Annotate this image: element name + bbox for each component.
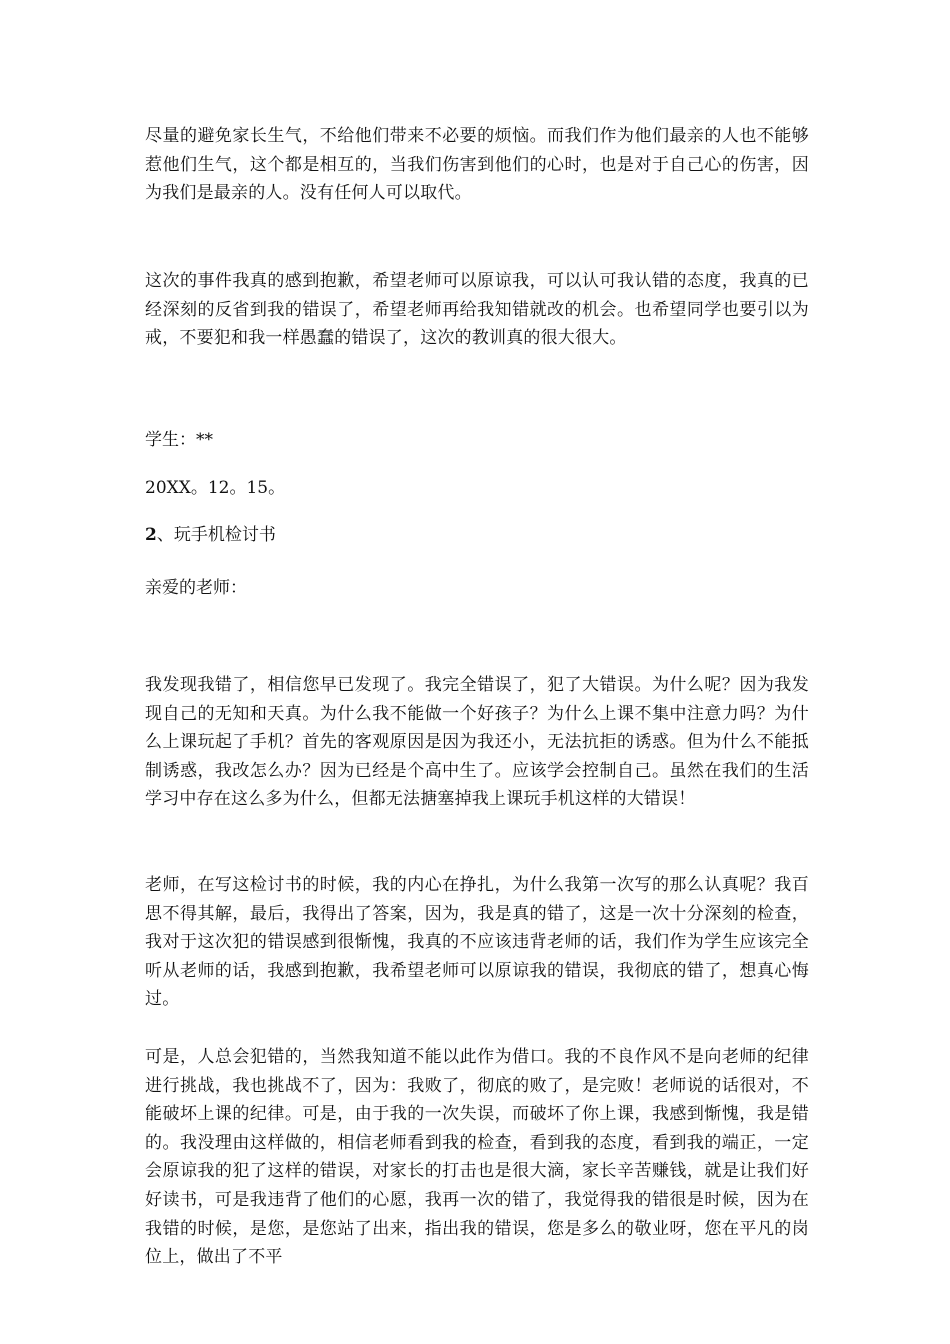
section-title: 、玩手机检讨书 <box>156 525 276 545</box>
section-heading <box>145 521 276 549</box>
paragraph-apology: 这次的事件我真的感到抱歉，希望老师可以原谅我，可以认可我认错的态度，我真的已经深刻的反省到我的错误了，希望老师再给我知错就改的机会。也希望同学也要引以为戒，不要犯和我一样愚蠢的错误了，这次的教训真的很大很大。 <box>145 271 809 349</box>
paragraph-reflection: 老师，在写这检讨书的时候，我的内心在挣扎，为什么我第一次写的那么认真呢？我百思不得其解，最后，我得出了答案，因为，我是真的错了，这是一次十分深刻的检查，我对于这次犯的错误感到很惭愧，我真的不应该违背老师的话，我们作为学生应该完全听从老师的话，我感到抱歉，我希望老师可以原谅我的错误，我彻底的错了，想真心悔过。 <box>145 875 809 1010</box>
paragraph-realization: 我发现我错了，相信您早已发现了。我完全错误了，犯了大错误。为什么呢？因为我发现自己的无知和天真。为什么我不能做一个好孩子？为什么上课不集中注意力吗？为什么上课玩起了手机？首先的客观原因是因为我还小，无法抗拒的诱惑。但为什么不能抵制诱惑，我改怎么办？因为已经是个高中生了。应该学会控制自己。虽然在我们的生活学习中存在这么多为什么，但都无法搪塞掉我上课玩手机这样的大错误！ <box>145 675 809 810</box>
signature-line: 学生：** <box>145 430 213 450</box>
paragraph-excuse: 可是，人总会犯错的，当然我知道不能以此作为借口。我的不良作风不是向老师的纪律进行挑战，我也挑战不了，因为：我败了，彻底的败了，是完败！老师说的话很对，不能破坏上课的纪律。可是，由于我的一次失误，而破坏了你上课，我感到惭愧，我是错的。我没理由这样做的，相信老师看到我的检查，看到我的态度，看到我的端正，一定会原谅我的犯了这样的错误，对家长的打击也是很大滴，家长辛苦赚钱，就是让我们好好读书，可是我违背了他们的心愿，我再一次的错了，我觉得我的错很是时候，因为在我错的时候，是您，是您站了出来，指出我的错误，您是多么的敬业呀，您在平凡的岗位上，做出了不平 <box>145 1047 809 1268</box>
salutation-line: 亲爱的老师： <box>145 578 247 598</box>
paragraph-closing-previous: 尽量的避免家长生气，不给他们带来不必要的烦恼。而我们作为他们最亲的人也不能够惹他们生气，这个都是相互的，当我们伤害到他们的心时，也是对于自己心的伤害，因为我们是最亲的人。没有任何人可以取代。 <box>145 126 809 204</box>
date-line: 20XX。12。15。 <box>145 478 286 498</box>
section-number: 2 <box>145 525 157 545</box>
